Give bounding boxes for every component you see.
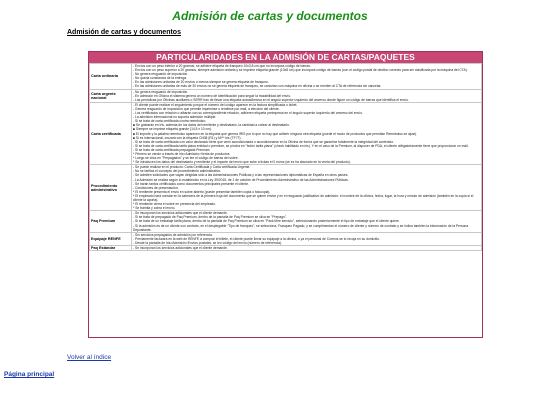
row-line: - Envíos con un peso superior a 20 gramos, siempre admisión unitaria y se imprime etiqueta grande (10x8 cm) que incorpora código de barras (con el código postal de destino correcto para ser clasificada por la máquina del CTA).	[133, 68, 468, 73]
row-line: - Si se trata de un embalaje tarifa plana, dentro de la pantalla de Paq Premium se clica en "Pack libre servicio", seleccionando posteriormente el tipo de embalaje que el cliente quiere.	[133, 219, 400, 224]
row-line: - Previamente facturará en la web de RENFE a comprar el billete, el cliente puede llevar su equipaje a la oficina, o ya el personal de Correos se lo recoja en su domicilio.	[133, 236, 380, 241]
row-line: - No queda constancia de la entrega.	[133, 76, 188, 81]
table-row	[90, 165, 482, 211]
row-line: - Los certificados con relación o albarán con su correspondiente relación, adhieren etiqueta preimpresa en el ángulo superior izquierdo del anverso del envío.	[133, 111, 363, 116]
row-label: Equipaje RENFE	[90, 232, 132, 245]
row-content	[132, 165, 482, 211]
row-line: - Sin servicios prepagados de admisión por referencia.	[133, 232, 213, 237]
home-page-link[interactable]: Página principal	[4, 371, 55, 378]
row-line: - Las periódicas por Oficinas auxiliares o SERR han de llevar una etiqueta autoadhesiva en el ángulo superior izquierdo del anverso donde figure un código de barras que identifica el envío.	[133, 97, 409, 102]
row-content	[132, 246, 482, 251]
row-line: - La admisión internacional no soporta admisión múltiple.	[133, 115, 217, 120]
row-line: ■ Siempre se imprime etiqueta grande (14,5 x 10 cm).	[133, 127, 212, 132]
row-label: Procedimiento administrativo	[90, 165, 132, 211]
row-line: - Si la admisión es de un cliente con contrato, en el desplegable "Tipo de franqueo", se selecciona, Franqueo Pagado, y se cumplimentan el número de cliente y número de contrato y se indica también la información de la Persona Depositante.	[133, 223, 469, 232]
table-row	[90, 211, 482, 232]
particularities-table	[88, 51, 483, 338]
row-content	[132, 102, 482, 164]
table-header: PARTICULARIDADES EN LA ADMISIÓN DE CARTAS/PAQUETES	[89, 52, 482, 63]
row-line: - La Admisión se realiza según lo establecido en la Ley 39/2015, de 1 de octubre de Procedimiento Administrativo de las Administraciones Públicas.	[133, 177, 349, 182]
row-line: - Se harán tantos certificados como documentos principales presente el cliente.	[133, 181, 250, 186]
row-content	[132, 211, 482, 232]
row-line: * El remitente cierra el sobre en presencia del empleado.	[133, 202, 217, 207]
row-line: - Se incorporan los servicios adicionales que el cliente demande.	[133, 211, 228, 216]
row-line: - El cliente puede realizar el seguimiento porque el número del código aparece en la factura simplificada o ticket.	[133, 102, 298, 107]
row-line: - No se tarifica el concepto del procedimiento administrativo.	[133, 169, 222, 174]
row-line: - Si se trata de carta certificada con valor declarado tiene que venir acondicionada o acondicionarse en la Oficina de forma que se garantice totalmente la integridad del contenido.	[133, 139, 394, 144]
row-line: * Primero se vende a través de Iris>Admisión>Venta de productos.	[133, 151, 231, 156]
row-line: - Envíos con un peso inferior a 20 gramos, se adhiere etiqueta de franqueo 10x3,8 cm que no incorpora código de barras.	[133, 64, 311, 68]
table-row	[90, 246, 482, 251]
row-line: * Luego se clica en "Prepagados" y se lee el código de barras del sobre.	[133, 156, 239, 161]
table-row	[90, 64, 482, 90]
row-line: - No genera resguardo de imposición.	[133, 89, 189, 94]
table-row	[90, 232, 482, 245]
row-line: - Desde la pantalla de Iris>Admisión>Envíos postales, se leo código del envío (número de referencia).	[133, 240, 282, 245]
row-line: - Si se trata de carta certificada tarifa plana entidad o premium, se pincha en "botón tarifa plana" (check habilitado en iris). Y en el caso de la Premium, al disponer de PDA, el cliente obligatoriamente tiene que proporcionar un mail.	[133, 143, 469, 148]
row-line: - En las admisiones unitarias de más de 30 envíos no se genera etiqueta de franqueo, se cancelan con máquina en oficina o se remiten al CTA de referencia sin cancelar.	[133, 84, 382, 89]
back-to-index-link[interactable]: Volver al índice	[67, 354, 112, 361]
page-title: Admisión de cartas y documentos	[172, 9, 368, 23]
row-line: ■ Si es internacional, cruzará con la etiqueta CN08 (R1) y M/** bis (TF?T).	[133, 135, 242, 140]
row-label: Carta ordinaria	[90, 64, 132, 90]
row-content	[132, 89, 482, 102]
table-row	[90, 89, 482, 102]
row-line: - En admisión en Oficina el sistema genera un número de identificación para seguir la trazabilidad del envío.	[133, 93, 291, 98]
row-label: Paq Estándar	[90, 246, 132, 251]
row-label: Carta urgente nacional	[90, 89, 132, 102]
row-line: - Genera resguardo de imposición que permite imprimirse o remitirse por mail, a elección del cliente.	[133, 106, 280, 111]
row-line: - Se incorporan los servicios adicionales que el cliente demande.	[133, 246, 228, 251]
row-line: - Si se trata de carta certificada contra reembolso:	[133, 119, 206, 124]
row-line: - No genera resguardo de imposición.	[133, 72, 189, 77]
section-subtitle-link[interactable]: Admisión de cartas y documentos	[67, 29, 181, 36]
row-line: - Se puede realizar en el producto: Carta Certificada y Carta certificada Urgente.	[133, 165, 251, 170]
row-content	[132, 64, 482, 90]
row-line: - Si se trata de prepagado de Paq Premium, dentro de la pantalla de Paq Premium se clica en "Prepago".	[133, 215, 287, 220]
row-line: * Se introducen los datos del destinatario y remitente y el importe del envío que sube a tickas el 0 euros (se es ha abonado en la venta del producto).	[133, 160, 351, 165]
row-line: * El empleado hará constar en la cabecera de la primera hoja del documento que se quiere enviar y en el resguardo justificativo de admisión: el nombre de la oficina, fecha, lugar, la hora y minuto de admisión (también en la copia si el cliente la aporta).	[133, 193, 474, 202]
table-row	[90, 102, 482, 164]
row-content	[132, 232, 482, 245]
particularities-grid	[89, 63, 482, 251]
row-line: * El remitente presenta el envío en sobre abierto (puede presentar también copia o fotocopia).	[133, 189, 271, 194]
row-line: - Condiciones de presentación:	[133, 185, 179, 190]
row-line: - Si se trata de carta certificada prepagada Premium:	[133, 147, 211, 152]
row-line: ■ El importe y la palabra reembolso aparecen en la etiqueta que genera IRIS por lo que no hay que adherir ninguna otra etiqueta (puede el modo de productos que permitan Reembolso se ajust).	[133, 131, 418, 136]
row-label: Paq Premium	[90, 211, 132, 232]
row-line: - En las admisiones unitarias de 20 envíos o menos siempre se genera etiqueta de franqueo.	[133, 80, 269, 85]
row-label: Carta certificada	[90, 102, 132, 164]
row-line: * Se tramita y cobra el envío.	[133, 206, 176, 211]
row-line: - Se admiten solicitudes que vayan dirigidas sólo a las Administraciones Públicas y a las representaciones diplomáticas de España en otros países.	[133, 173, 349, 178]
row-line: ■ Se grabarán en Iris, además de los datos del remitente y destinatario, la cantidad a cobrar al destinatario.	[133, 123, 290, 128]
